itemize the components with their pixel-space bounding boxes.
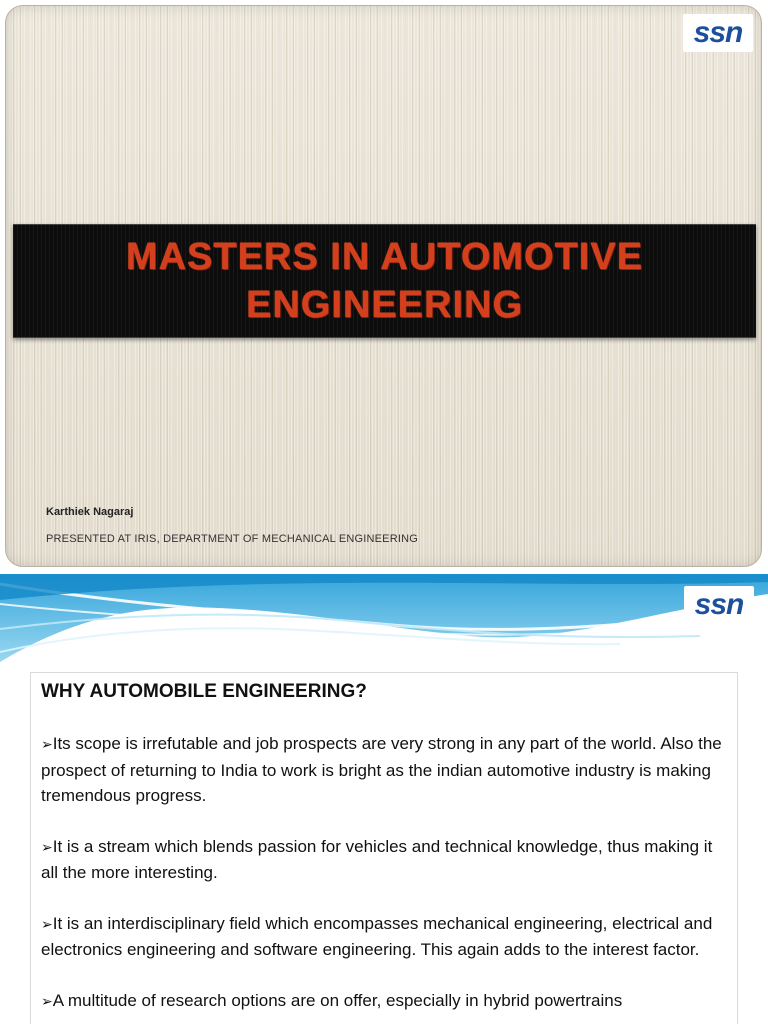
title-slide <box>5 5 762 567</box>
logo-text: ssn <box>693 16 743 49</box>
bullet-item <box>41 834 727 886</box>
arrow-bullet-icon: ➢ <box>41 992 53 1009</box>
presented-at: PRESENTED AT IRIS, DEPARTMENT OF MECHANICAL ENGINEERING <box>46 533 419 545</box>
wave-header-decoration <box>0 574 768 669</box>
content-box <box>30 672 738 1024</box>
arrow-bullet-icon: ➢ <box>41 838 53 855</box>
slide-title-line-1: MASTERS IN AUTOMOTIVE <box>125 236 644 278</box>
slide-heading: WHY AUTOMOBILE ENGINEERING? <box>41 681 367 702</box>
bullet-text: It is an interdisciplinary field which encompasses mechanical engineering, electrical and electronics engineering and software engineering. This again adds to the interest factor. <box>41 913 713 959</box>
logo-text: ssn <box>694 588 744 621</box>
ssn-logo <box>683 14 753 52</box>
bullet-item <box>41 988 727 1015</box>
title-band <box>13 224 756 338</box>
bullet-text: A multitude of research options are on offer, especially in hybrid powertrains <box>52 990 623 1010</box>
bullet-text: Its scope is irrefutable and job prospects are very strong in any part of the world. Also the prospect of returning to India to work is bright as the indian automotive industry is making tremendous progress. <box>41 734 722 805</box>
bullet-text: It is a stream which blends passion for vehicles and technical knowledge, thus making it all the more interesting. <box>41 836 713 882</box>
arrow-bullet-icon: ➢ <box>41 915 53 932</box>
bullet-item <box>41 731 727 809</box>
bullet-item <box>41 911 727 963</box>
ssn-logo <box>684 586 754 624</box>
content-slide <box>0 574 768 1024</box>
author-name: Karthiek Nagaraj <box>46 506 134 518</box>
slide-title-line-2: ENGINEERING <box>245 284 524 326</box>
arrow-bullet-icon: ➢ <box>41 736 53 752</box>
